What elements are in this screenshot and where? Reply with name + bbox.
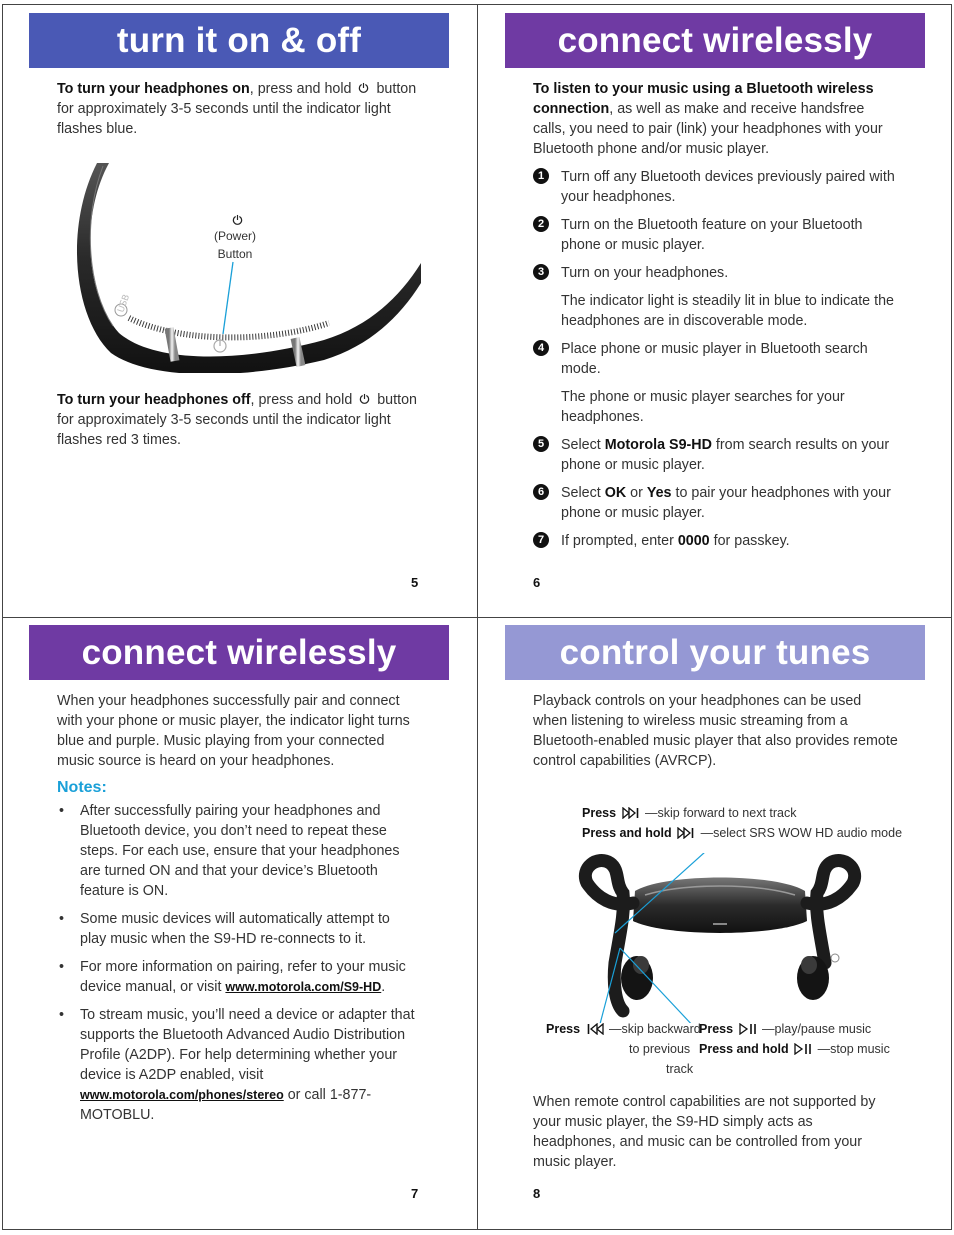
controls-intro: Playback controls on your headphones can be used when listening to wireless music streaming from a Bluetooth-enabled music player that also provides remote control capabilities (AVRCP). xyxy=(533,693,898,769)
controls-outro: When remote control capabilities are not supported by your music player, the S9-HD simply acts as headphones, and music can be controlled from your music player. xyxy=(533,1094,876,1170)
list-item: • After successfully pairing your headphones and Bluetooth device, you don’t need to repeat these steps. For each use, ensure that your headphones are turned ON and that your device’s Bluetooth feature is ON. xyxy=(59,801,419,901)
skip-forward-icon xyxy=(677,827,695,839)
notes-heading: Notes: xyxy=(57,779,107,796)
horizontal-divider xyxy=(2,617,952,618)
step-1: 1 Turn off any Bluetooth devices previously paired with your headphones. xyxy=(533,167,898,207)
power-button-caption: (Power) Button xyxy=(213,229,256,261)
skip-back-label-line2: to previous xyxy=(629,1042,691,1056)
step-5: 5 Select Motorola S9-HD from search results on your phone or music player. xyxy=(533,435,898,475)
page-title: turn it on & off xyxy=(29,13,449,68)
step-6: 6 Select OK or Yes to pair your headphones with your phone or music player. xyxy=(533,483,898,523)
step-3-note: The indicator light is steadily lit in blue to indicate the headphones are in discoverable mode. xyxy=(561,293,894,329)
page-title: connect wirelessly xyxy=(29,625,449,680)
power-icon xyxy=(359,393,370,405)
page-title: connect wirelessly xyxy=(505,13,925,68)
power-icon xyxy=(358,82,369,94)
play-pause-icon xyxy=(794,1043,812,1055)
stop-music-label: Press and hold —stop music xyxy=(699,1042,890,1056)
play-pause-label: Press —play/pause music xyxy=(699,1022,872,1036)
pairing-intro: To listen to your music using a Bluetooth wireless connection, as well as make and receive handsfree calls, you need to pair (link) your headphones with your Bluetooth phone and/or music player. xyxy=(533,81,883,157)
skip-forward-label: Press —skip forward to next track xyxy=(582,806,797,820)
turn-off-paragraph: To turn your headphones off, press and hold button for approximately 3-5 seconds until the indicator light flashes red 3 times. xyxy=(57,392,417,448)
motorola-s9hd-link[interactable]: www.motorola.com/S9-HD xyxy=(225,980,382,994)
connected-intro: When your headphones successfully pair and connect with your phone or music player, the indicator light turns blue and purple. Music playing from your connected music source is heard on your headphones. xyxy=(57,693,410,769)
list-item: • For more information on pairing, refer to your music device manual, or visit www.motorola.com/S9-HD. xyxy=(59,957,419,997)
page-7 xyxy=(29,625,449,1125)
play-pause-icon xyxy=(739,1023,757,1035)
svg-text:USB: USB xyxy=(116,293,133,315)
headphones-image xyxy=(575,853,865,1023)
step-4-note: The phone or music player searches for your headphones. xyxy=(561,389,845,425)
page-number: 5 xyxy=(411,575,419,590)
pairing-steps xyxy=(533,167,898,551)
skip-forward-icon xyxy=(622,807,640,819)
step-4: 4 Place phone or music player in Bluetooth search mode. xyxy=(533,339,898,379)
page-5 xyxy=(29,13,449,448)
page-title: control your tunes xyxy=(505,625,925,680)
skip-back-icon xyxy=(586,1023,604,1035)
skip-back-label-line3: track xyxy=(666,1062,694,1076)
page-number: 6 xyxy=(533,575,541,590)
page-number: 8 xyxy=(533,1186,541,1201)
list-item: • Some music devices will automatically attempt to play music when the S9-HD re-connects to it. xyxy=(59,909,419,949)
headphone-power-button-image xyxy=(69,158,424,373)
srs-mode-label: Press and hold —select SRS WOW HD audio mode xyxy=(582,826,903,840)
step-7: 7 If prompted, enter 0000 for passkey. xyxy=(533,531,898,551)
list-item: • To stream music, you’ll need a device or adapter that supports the Bluetooth Advanced Audio Distribution Profile (A2DP). For help determining whether your device is A2DP enabled, visit www.motorola.com/phones/stereo or call 1-877-MOTOBLU. xyxy=(59,1005,419,1125)
page-6 xyxy=(505,13,925,551)
notes-list xyxy=(59,801,419,1125)
step-2: 2 Turn on the Bluetooth feature on your Bluetooth phone or music player. xyxy=(533,215,898,255)
power-icon xyxy=(232,214,243,226)
step-3: 3 Turn on your headphones. xyxy=(533,263,898,283)
skip-back-label: Press —skip backward xyxy=(546,1022,701,1036)
page-8 xyxy=(505,625,925,1170)
motorola-stereo-link[interactable]: www.motorola.com/phones/stereo xyxy=(80,1088,284,1102)
page-number: 7 xyxy=(411,1186,419,1201)
turn-on-paragraph: To turn your headphones on, press and hold button for approximately 3-5 seconds until the indicator light flashes blue. xyxy=(57,81,417,137)
